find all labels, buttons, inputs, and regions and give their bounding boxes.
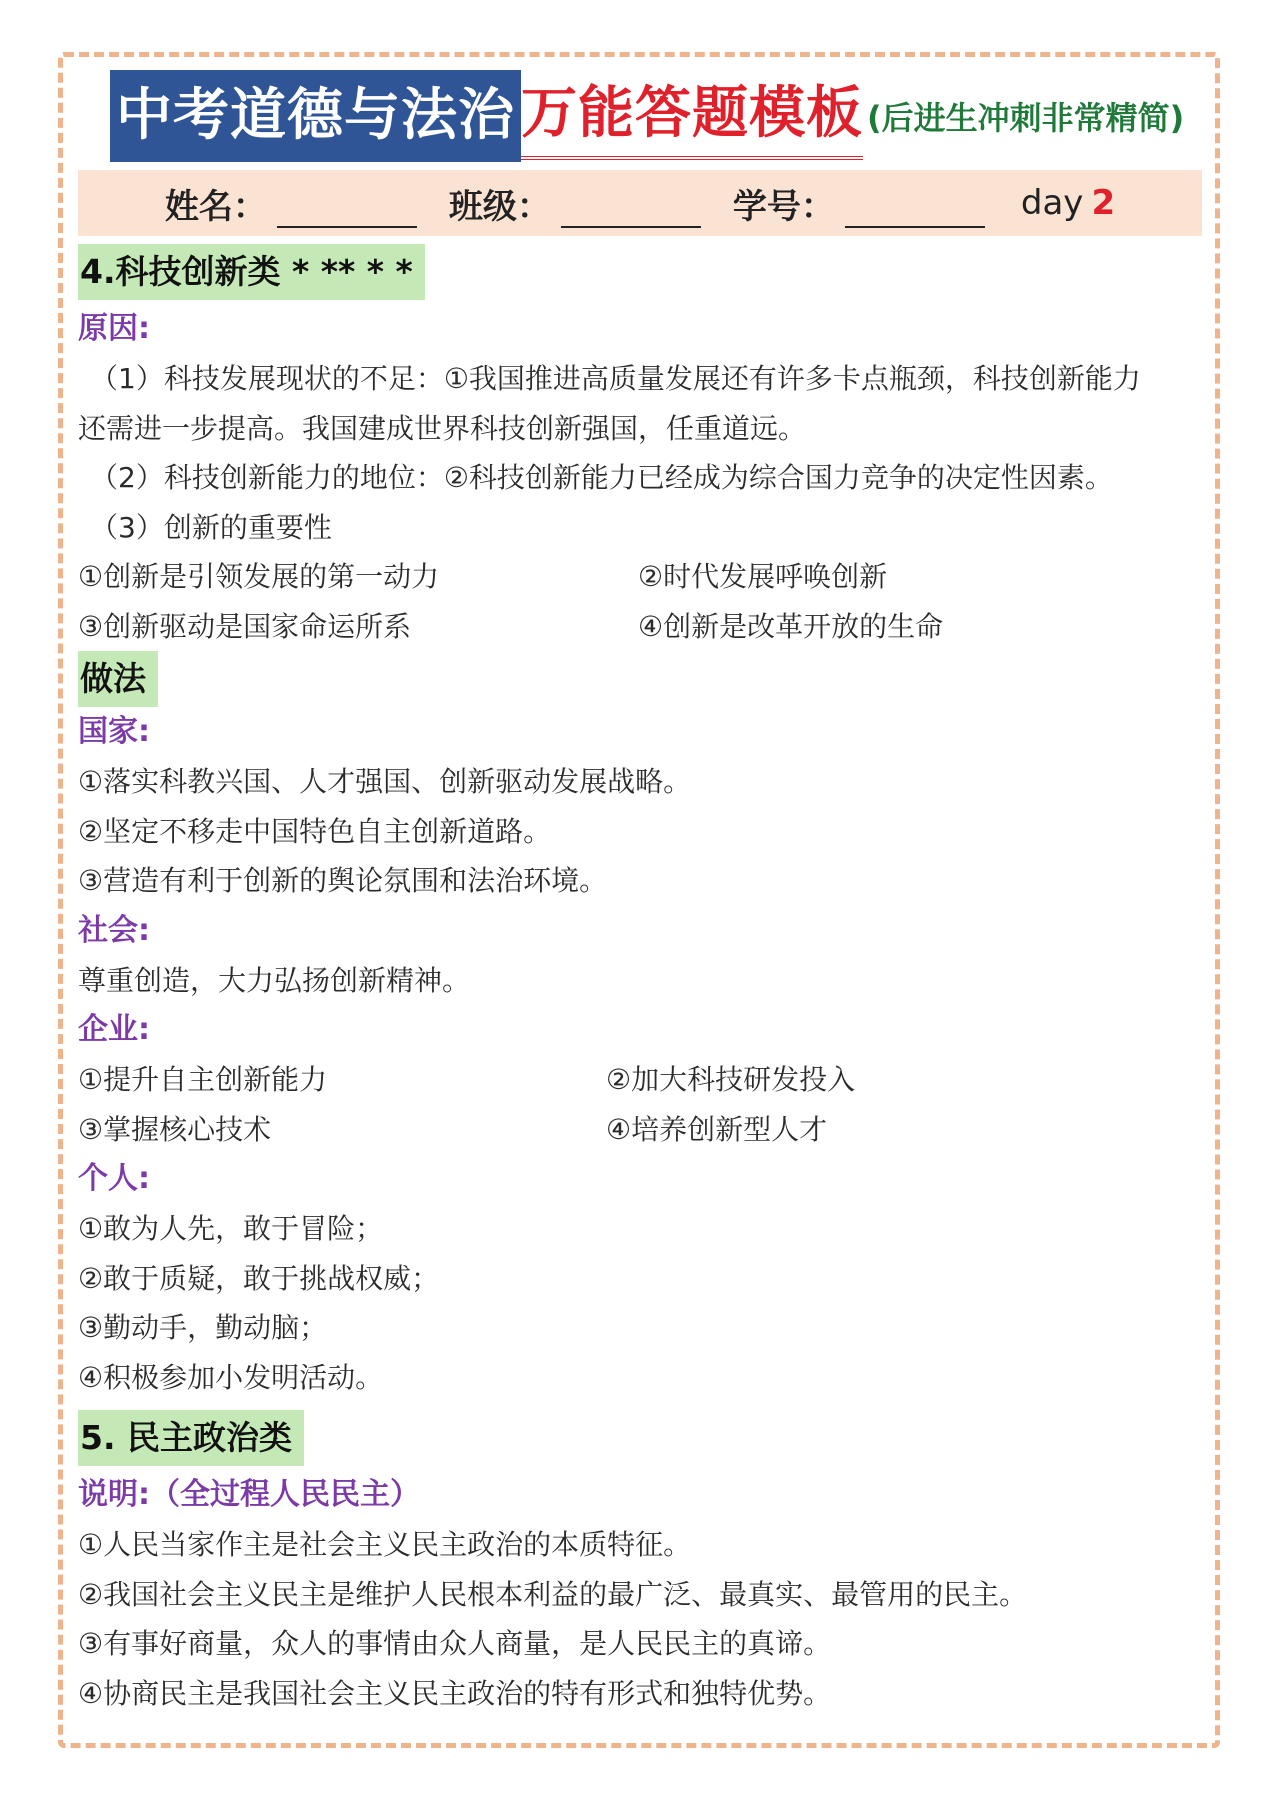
page-title [110,70,1184,162]
reason-label: 原因: [78,311,150,346]
importance-item: ③创新驱动是国家命运所系 [78,609,412,643]
class-field [449,179,701,228]
society-label: 社会: [78,912,150,948]
society-line: 尊重创造，大力弘扬创新精神。 [78,963,471,997]
democracy-line: ④协商民主是我国社会主义民主政治的特有形式和独特优势。 [78,1676,832,1710]
student-id-blank [845,196,985,228]
title-highlight: 万能答题模板 [521,72,863,160]
importance-item: ②时代发展呼唤创新 [638,560,888,593]
enterprise-item: ③掌握核心技术 [78,1112,272,1146]
enterprise-row [78,1055,1208,1105]
class-label: 班级： [448,186,551,227]
name-blank [277,196,417,228]
democracy-line: ③有事好商量，众人的事情由众人商量，是人民民主的真谛。 [78,1627,832,1660]
democracy-line: ①人民当家作主是社会主义民主政治的本质特征。 [78,1528,692,1561]
student-info-bar [78,170,1202,236]
day-number: 2 [1091,183,1116,223]
reason-line: （3）创新的重要性 [90,510,332,544]
class-blank [561,196,701,228]
personal-line: ④积极参加小发明活动。 [78,1360,384,1394]
personal-label: 个人: [78,1161,150,1196]
name-label: 姓名： [164,186,267,227]
enterprise-label: 企业: [78,1012,150,1047]
student-id-field [733,179,985,228]
explain-label: 说明:（全过程人民民主） [78,1477,420,1512]
title-subtitle: (后进生冲刺非常精简) [867,99,1185,137]
nation-line: ③营造有利于创新的舆论氛围和法治环境。 [78,864,608,897]
personal-line: ③勤动手，勤动脑； [78,1311,328,1344]
name-field [165,179,417,228]
student-id-label: 学号： [732,186,835,227]
nation-label: 国家: [78,714,150,749]
day-label: day [1020,183,1084,223]
nation-line: ①落实科教兴国、人才强国、创新驱动发展战略。 [78,765,692,798]
day-marker [1021,183,1115,223]
section-heading-4: 4.科技创新类 * ** * * [78,244,425,300]
enterprise-item: ④培养创新型人才 [606,1112,828,1146]
reason-line: （1）科技发展现状的不足：①我国推进高质量发展还有许多卡点瓶颈，科技创新能力 [90,362,1141,395]
enterprise-item: ②加大科技研发投入 [606,1063,856,1096]
method-heading: 做法 [78,651,158,707]
importance-item: ④创新是改革开放的生命 [638,609,944,643]
main-content [78,244,1208,1718]
importance-item: ①创新是引领发展的第一动力 [78,560,440,593]
enterprise-item: ①提升自主创新能力 [78,1063,328,1096]
importance-row [78,552,1208,602]
enterprise-row [78,1105,1208,1155]
reason-line: （2）科技创新能力的地位：②科技创新能力已经成为综合国力竞争的决定性因素。 [90,461,1113,494]
nation-line: ②坚定不移走中国特色自主创新道路。 [78,814,552,848]
personal-line: ②敢于质疑，敢于挑战权威； [78,1261,440,1295]
reason-line: 还需进一步提高。我国建成世界科技创新强国，任重道远。 [78,411,807,445]
title-main: 中考道德与法治 [110,70,521,162]
personal-line: ①敢为人先，敢于冒险； [78,1212,384,1245]
democracy-line: ②我国社会主义民主是维护人民根本利益的最广泛、最真实、最管用的民主。 [78,1577,1028,1611]
importance-row [78,602,1208,652]
section-heading-5: 5. 民主政治类 [78,1410,304,1466]
